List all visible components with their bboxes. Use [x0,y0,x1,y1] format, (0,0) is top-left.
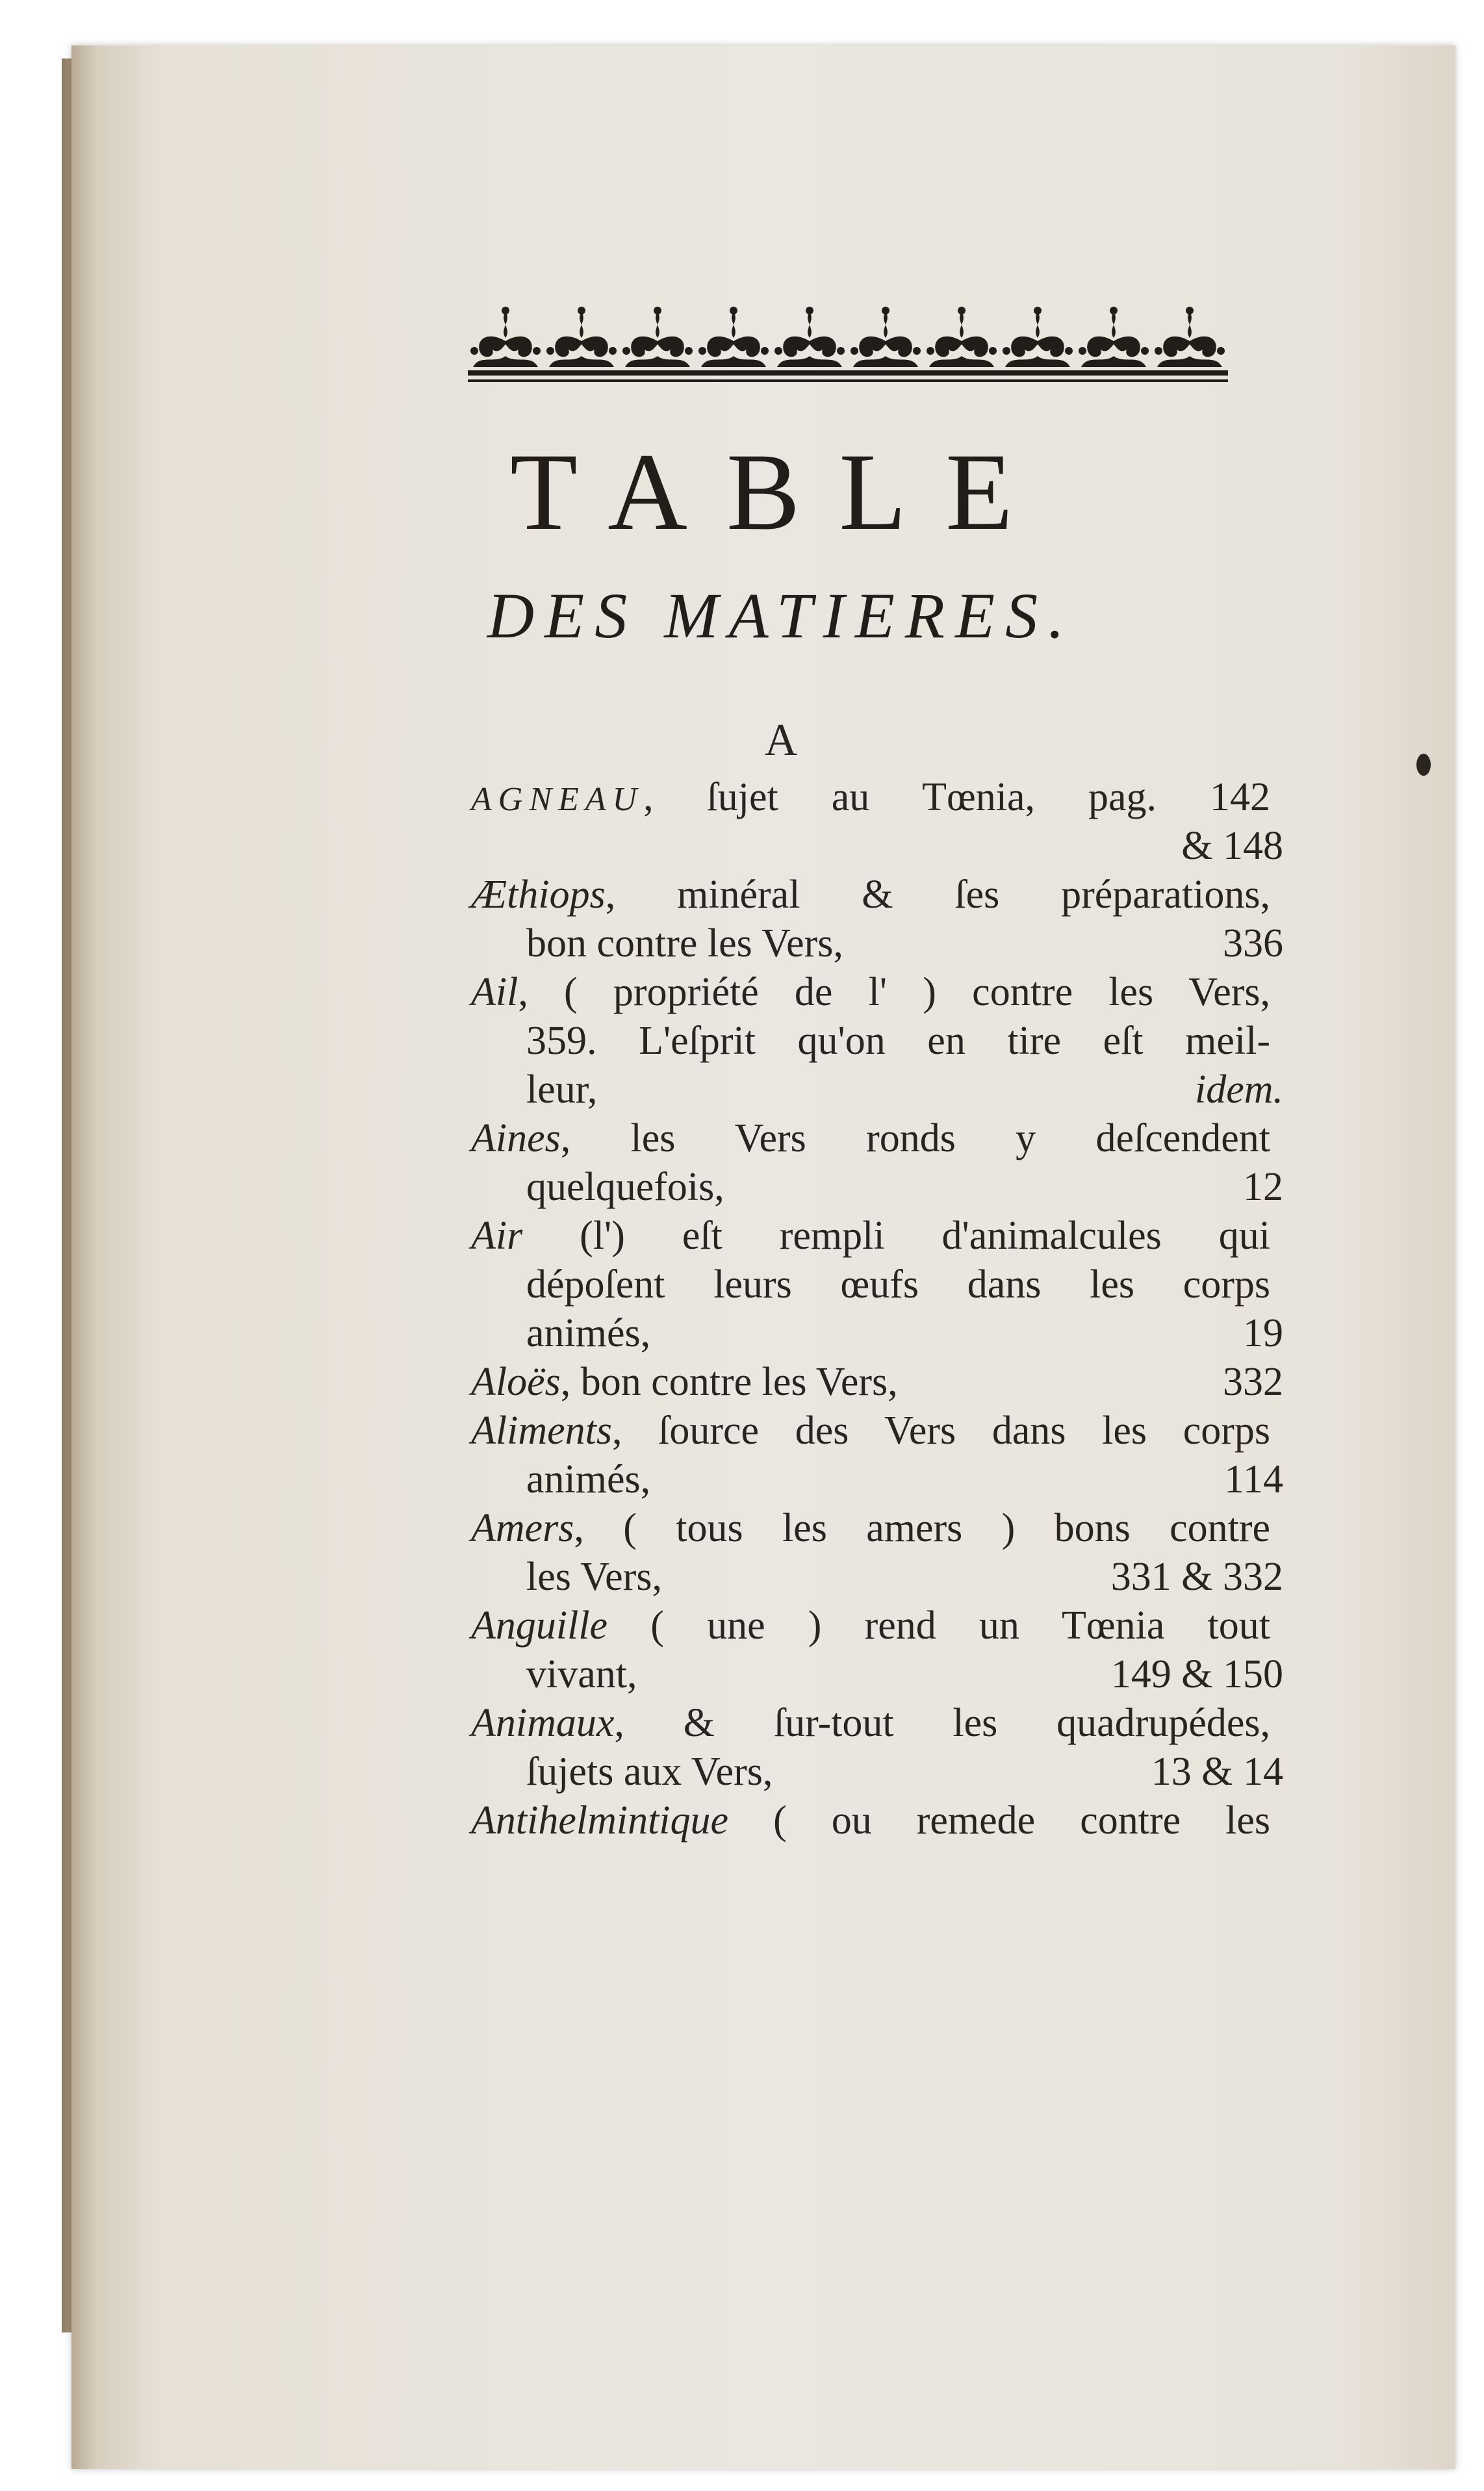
entry-text [471,773,1270,824]
entry-page-number: 336 [1223,921,1283,965]
index-entry-continuation [471,1309,1283,1358]
fleuron-icon [1003,307,1073,367]
entry-description: dépoſent leurs œufs dans les corps [526,1262,1270,1307]
entry-page-number: 332 [1223,1360,1283,1404]
fleuron-icon [774,307,845,367]
entry-text [526,1455,650,1504]
entry-headword: Aloës [471,1360,561,1404]
ornament-rule [468,370,1228,376]
entry-text [471,1796,1270,1845]
entry-description: vivant, [526,1652,637,1696]
fleuron-icon [470,307,541,367]
index-entry-continuation [471,919,1283,968]
entry-description: , ſource des Vers dans les corps [611,1409,1270,1453]
entry-headword: Aliments [471,1409,612,1453]
entry-text [471,1504,1270,1553]
entry-page-number: 114 [1224,1457,1283,1501]
entry-text [471,1114,1270,1163]
entry-text [471,871,1270,919]
entry-description: , ſujet au Tœnia, pag. 142 [643,775,1270,819]
entry-description: ( une ) rend un Tœnia tout [608,1603,1270,1648]
index-entries [471,773,1283,1845]
index-entry [471,968,1283,1017]
index-entry [471,1407,1283,1455]
index-entry [471,1602,1283,1650]
entry-description: animés, [526,1457,651,1501]
entry-description: bon contre les Vers, [526,921,843,965]
ornament-rule [468,379,1228,382]
index-entry-continuation [471,1748,1283,1796]
page-subtitle: DES MATIERES. [487,580,1075,652]
entry-text [526,1163,724,1212]
entry-text [471,1212,1270,1260]
entry-text [471,1358,898,1407]
fleuron-icon [622,307,693,367]
index-entry-continuation [471,1066,1283,1114]
entry-description: les Vers, [526,1555,662,1599]
entry-text [471,1699,1270,1748]
index-entry-continuation [471,1553,1283,1602]
entry-page-number: 12 [1243,1165,1283,1209]
entry-description: quelquefois, [526,1165,724,1209]
fleuron-icon [1155,307,1225,367]
entry-description: animés, [526,1311,651,1355]
index-entry [471,1358,1283,1407]
entry-description: leur, [526,1067,598,1112]
index-entry-continuation [471,1650,1283,1699]
fleuron-icon [698,307,769,367]
entry-text [526,919,843,968]
entry-text [526,1066,597,1114]
index-entry [471,1212,1283,1260]
index-entry-continuation [471,1017,1283,1066]
entry-text [526,1309,650,1358]
entry-headword: Aines [471,1116,561,1160]
entry-text [526,1553,662,1602]
entry-page-number: 149 & 150 [1110,1652,1283,1696]
index-entry-continuation [471,1163,1283,1212]
index-entry [471,1114,1283,1163]
entry-headword: Antihelmintique [471,1798,729,1843]
fleuron-icon [927,307,997,367]
entry-page-number: & 148 [1181,824,1283,868]
entry-text [526,1748,773,1796]
page-title: TABLE [509,431,1053,553]
entry-description: ſujets aux Vers, [526,1750,773,1794]
entry-description: , bon contre les Vers, [560,1360,898,1404]
entry-headword: Amers [471,1506,574,1550]
index-entry-continuation [471,822,1283,871]
index-entry [471,871,1283,919]
entry-page-number: idem. [1194,1067,1283,1112]
index-entry [471,773,1283,822]
entry-text [471,1602,1270,1650]
section-letter: A [764,715,798,765]
entry-text [526,1260,1270,1309]
entry-headword: Anguille [471,1603,608,1648]
index-entry [471,1796,1283,1845]
entry-description: , ( propriété de l' ) contre les Vers, [518,970,1270,1014]
entry-page-number: 331 & 332 [1110,1555,1283,1599]
entry-description: (l') eſt rempli d'animalcules qui [522,1214,1270,1258]
entry-text [471,968,1270,1017]
index-entry [471,1699,1283,1748]
index-entry-continuation [471,1260,1283,1309]
index-entry-continuation [471,1455,1283,1504]
entry-headword: Air [471,1214,523,1258]
entry-text [526,1650,637,1699]
fleuron-icon [851,307,921,367]
entry-description: , ( tous les amers ) bons contre [574,1506,1270,1550]
entry-page-number: 13 & 14 [1151,1750,1283,1794]
entry-text [526,1017,1270,1066]
entry-description: , & ſur-tout les quadrupédes, [614,1701,1270,1745]
entry-headword: Animaux [471,1701,615,1745]
index-entry [471,1504,1283,1553]
entry-description: 359. L'eſprit qu'on en tire eſt meil- [526,1019,1270,1063]
entry-page-number: 19 [1243,1311,1283,1355]
entry-description: , minéral & ſes préparations, [605,873,1270,917]
entry-description: ( ou remede contre les [728,1798,1270,1843]
entry-headword: AGNEAU [471,781,644,818]
fleuron-icon [546,307,617,367]
entry-headword: Æthiops [471,873,606,917]
entry-description: , les Vers ronds y deſcendent [560,1116,1270,1160]
entry-headword: Ail [471,970,518,1014]
entry-text [471,1407,1270,1455]
fleuron-ornament-band [468,305,1228,390]
fleuron-icon [1079,307,1149,367]
